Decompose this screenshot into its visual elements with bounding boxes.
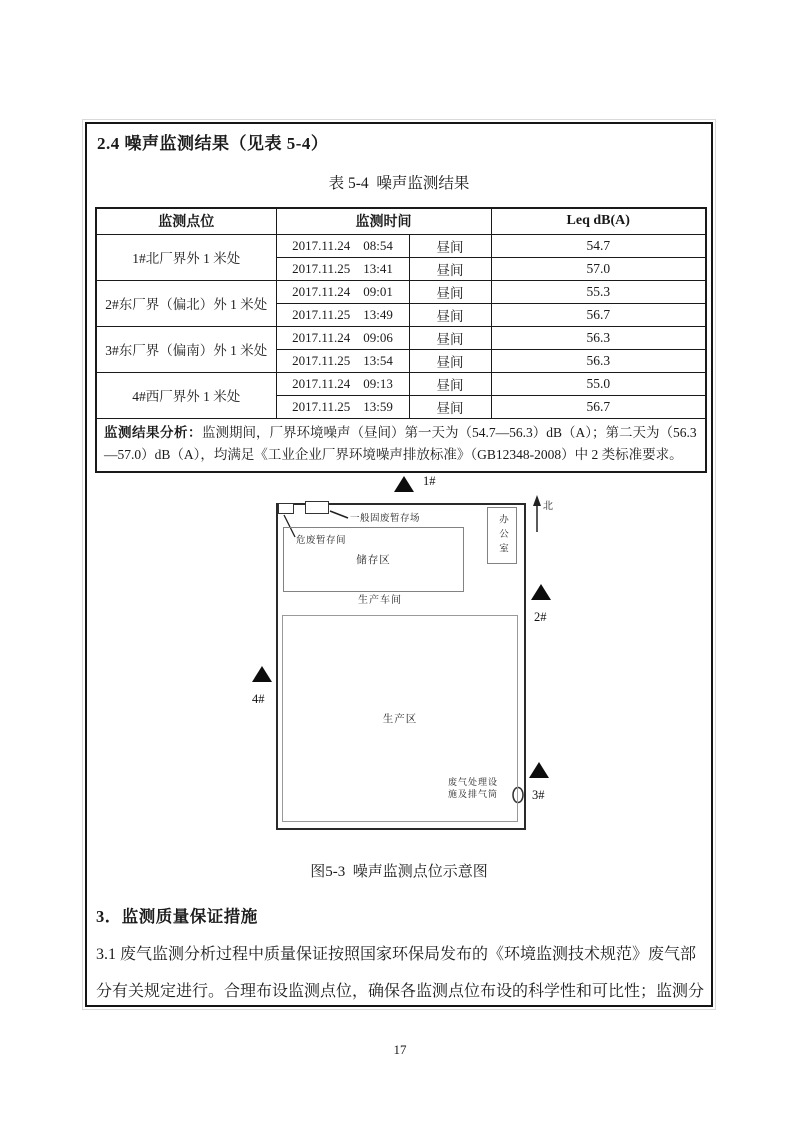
cell-time: 13:54 [363,352,393,368]
cell-datetime [276,395,409,418]
general-waste-label: 一般固废暂存场 [350,513,421,524]
table-row [96,234,706,257]
cell-period: 昼间 [409,257,491,280]
paragraph-line1: 3.1 废气监测分析过程中质量保证按照国家环保局发布的《环境监测技术规范》废气部 [96,946,697,963]
cell-datetime [276,372,409,395]
analysis-text-line2: —57.0）dB（A），均满足《工业企业厂界环境噪声排放标准》（GB12348-2008）中 2 类标准要求。 [104,446,683,462]
monitor-point-3-marker [529,762,549,778]
cell-period: 昼间 [409,372,491,395]
office-rect [487,507,517,564]
analysis-row [96,418,706,472]
cell-date: 2017.11.25 [292,398,351,414]
cell-leq: 55.3 [491,280,706,303]
cell-time: 13:49 [363,306,393,322]
cell-time: 08:54 [363,237,393,253]
cell-datetime [276,234,409,257]
exhaust-facility-label-line1: 废气处理设 [448,777,499,787]
section-3-heading: 3．监测质量保证措施 [96,907,258,926]
monitor-point-1-marker [394,476,414,492]
monitor-point-2-marker [531,584,551,600]
cell-time: 09:06 [363,329,393,345]
hazardous-waste-room-rect [278,503,294,514]
cell-point-4: 4#西厂界外 1 米处 [96,372,276,418]
cell-point-1: 1#北厂界外 1 米处 [96,234,276,280]
section-3-1-paragraph [96,936,710,1010]
table-header-row [96,208,706,234]
cell-period: 昼间 [409,395,491,418]
cell-datetime [276,303,409,326]
page-number: 17 [393,1042,407,1057]
cell-leq: 56.7 [491,303,706,326]
cell-datetime [276,349,409,372]
exhaust-facility-label-line2: 施及排气筒 [448,788,499,799]
workshop-label: 生产车间 [358,595,402,606]
cell-point-3: 3#东厂界（偏南）外 1 米处 [96,326,276,372]
section-2-4-heading: 2.4 噪声监测结果（见表 5-4） [97,134,329,153]
north-arrow-icon [533,495,541,532]
production-area-label: 生产区 [382,713,418,725]
cell-date: 2017.11.24 [292,329,351,345]
cell-point-2: 2#东厂界（偏北）外 1 米处 [96,280,276,326]
cell-leq: 57.0 [491,257,706,280]
cell-period: 昼间 [409,280,491,303]
cell-date: 2017.11.24 [292,375,351,391]
site-plan-figure [250,470,570,855]
cell-date: 2017.11.24 [292,237,351,253]
noise-monitoring-table [95,207,707,473]
table-row [96,280,706,303]
header-leq: Leq dB(A) [491,208,706,234]
general-waste-yard-rect [305,501,329,514]
cell-datetime [276,326,409,349]
office-label: 办公室 [497,513,508,558]
cell-leq: 56.3 [491,326,706,349]
cell-leq: 55.0 [491,372,706,395]
header-monitor-time: 监测时间 [276,208,491,234]
cell-date: 2017.11.25 [292,352,351,368]
storage-area-label: 储存区 [356,554,391,566]
cell-leq: 56.7 [491,395,706,418]
north-label: 北 [543,501,553,512]
monitor-point-3-label: 3# [532,788,545,802]
analysis-text-line1: 监测期间，厂界环境噪声（昼间）第一天为（54.7—56.3）dB（A）；第二天为（56.3 [202,424,697,440]
hazardous-waste-label: 危废暂存间 [296,535,347,546]
cell-time: 09:13 [363,375,393,391]
cell-leq: 54.7 [491,234,706,257]
cell-date: 2017.11.24 [292,283,351,299]
analysis-cell [96,418,706,472]
monitor-point-2-label: 2# [534,610,547,624]
exhaust-facility-label [448,777,514,800]
cell-period: 昼间 [409,303,491,326]
table-row [96,372,706,395]
cell-leq: 56.3 [491,349,706,372]
cell-datetime [276,257,409,280]
table-row [96,326,706,349]
table-caption: 表 5-4 噪声监测结果 [328,175,470,192]
cell-date: 2017.11.25 [292,260,351,276]
cell-date: 2017.11.25 [292,306,351,322]
monitor-point-1-label: 1# [423,474,436,488]
header-monitor-point: 监测点位 [96,208,276,234]
cell-period: 昼间 [409,349,491,372]
cell-period: 昼间 [409,234,491,257]
monitor-point-4-marker [252,666,272,682]
cell-time: 13:41 [363,260,393,276]
monitor-point-4-label: 4# [252,692,265,706]
cell-time: 13:59 [363,398,393,414]
figure-caption: 图5-3 噪声监测点位示意图 [310,864,488,880]
cell-datetime [276,280,409,303]
cell-period: 昼间 [409,326,491,349]
cell-time: 09:01 [363,283,393,299]
paragraph-line2: 分有关规定进行。合理布设监测点位，确保各监测点位布设的科学性和可比性；监测分 [96,983,705,1000]
analysis-label: 监测结果分析： [104,424,202,440]
